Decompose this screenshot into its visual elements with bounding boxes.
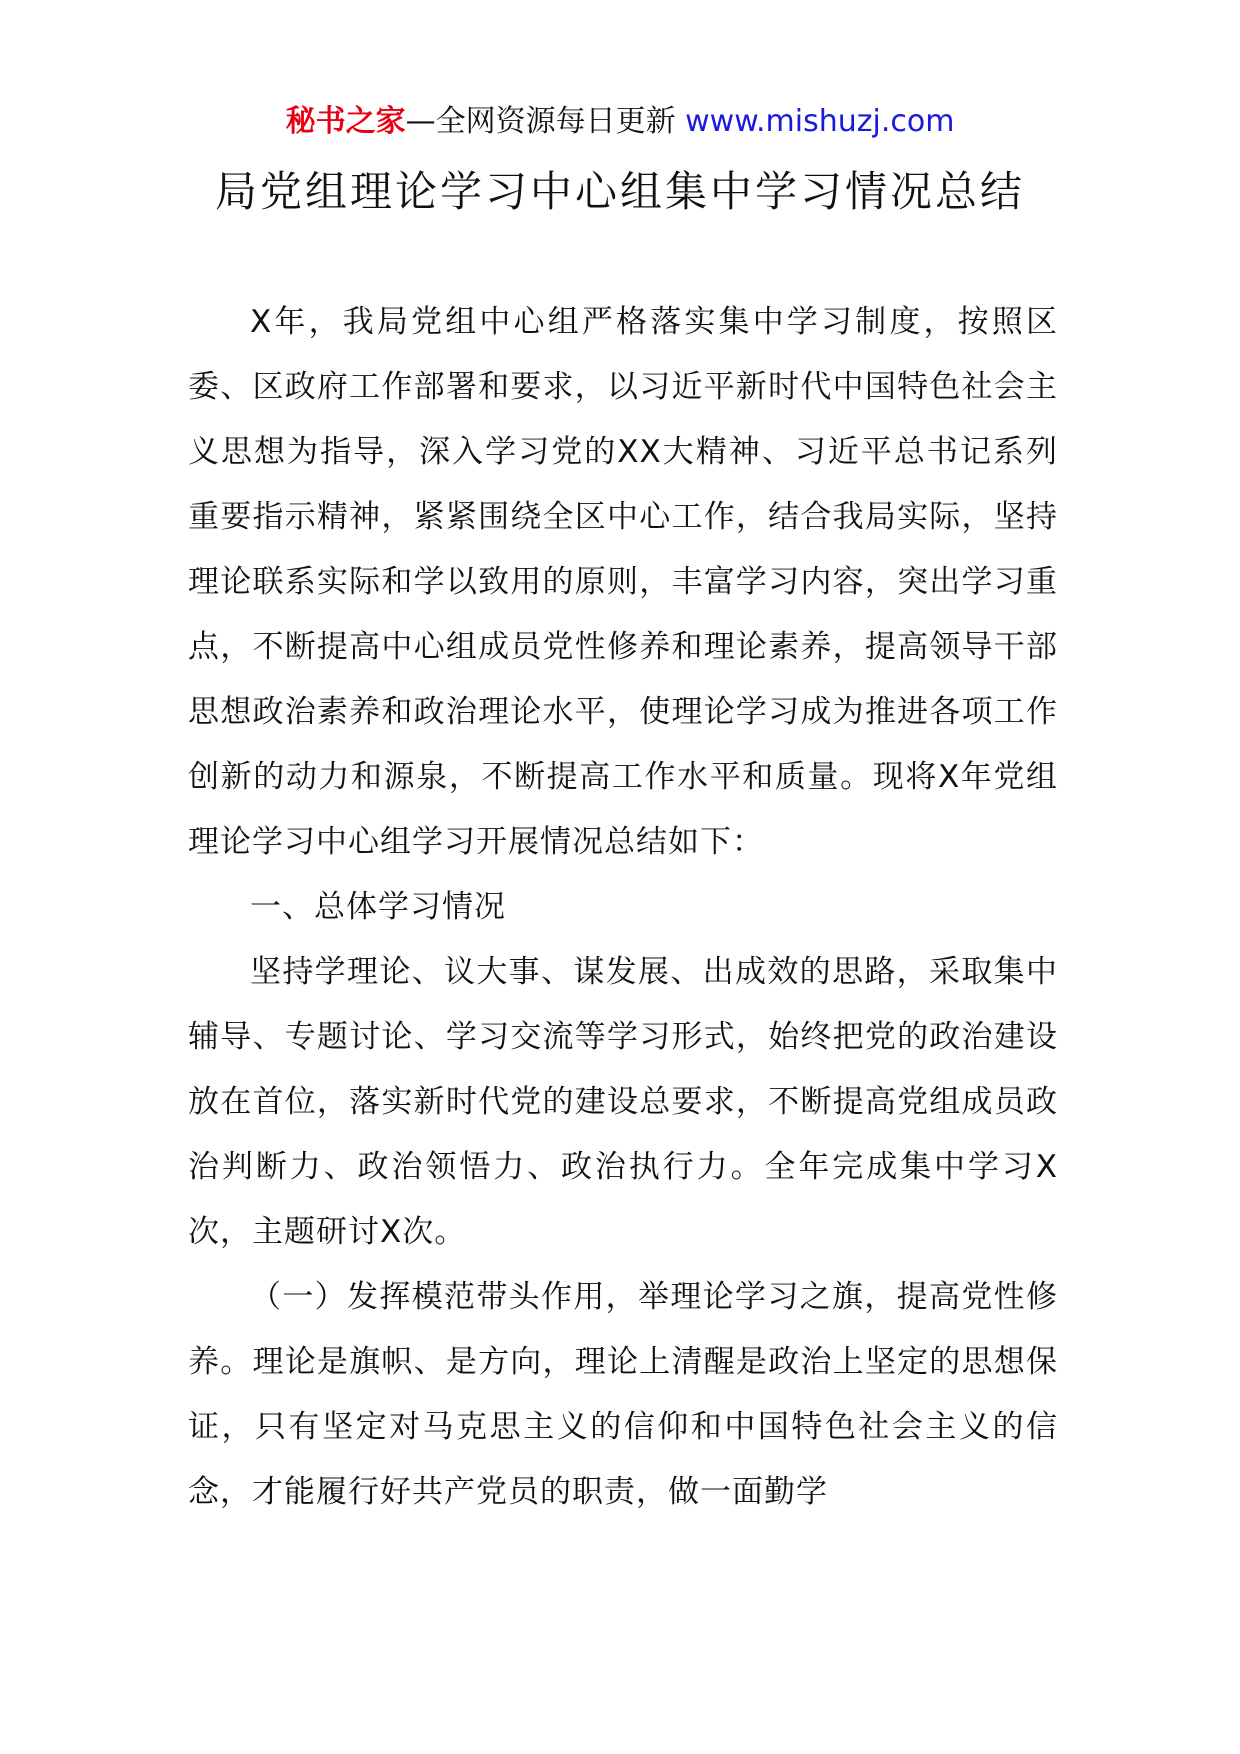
- banner-tagline: —全网资源每日更新: [405, 104, 686, 139]
- brand-name: 秘书之家: [285, 104, 406, 139]
- document-title: 局党组理论学习中心组集中学习情况总结: [214, 167, 1025, 216]
- intro-paragraph: X年，我局党组中心组严格落实集中学习制度，按照区委、区政府工作部署和要求，以习近平新时代中国特色社会主义思想为指导，深入学习党的XX大精神、习近平总书记系列重要指示精神，紧紧围绕全区中心工作，结合我局实际，坚持理论联系实际和学以致用的原则，丰富学习内容，突出学习重点，不断提高中心组成员党性修养和理论素养，提高领导干部思想政治素养和政治理论水平，使理论学习成为推进各项工作创新的动力和源泉，不断提高工作水平和质量。现将X年党组理论学习中心组学习开展情况总结如下：: [188, 304, 1058, 860]
- subsection-paragraph: （一）发挥模范带头作用，举理论学习之旗，提高党性修养。理论是旗帜、是方向，理论上清醒是政治上坚定的思想保证，只有坚定对马克思主义的信仰和中国特色社会主义的信念，才能履行好共产党员的职责，做一面勤学: [188, 1279, 1058, 1510]
- section-heading: 一、总体学习情况: [250, 889, 506, 925]
- section-paragraph: 坚持学理论、议大事、谋发展、出成效的思路，采取集中辅导、专题讨论、学习交流等学习形式，始终把党的政治建设放在首位，落实新时代党的建设总要求，不断提高党组成员政治判断力、政治领悟力、政治执行力。全年完成集中学习X次，主题研讨X次。: [188, 954, 1058, 1250]
- site-banner: [0, 100, 1240, 144]
- site-url-link[interactable]: www.mishuzj.com: [685, 104, 955, 139]
- document-body: [188, 290, 1058, 1525]
